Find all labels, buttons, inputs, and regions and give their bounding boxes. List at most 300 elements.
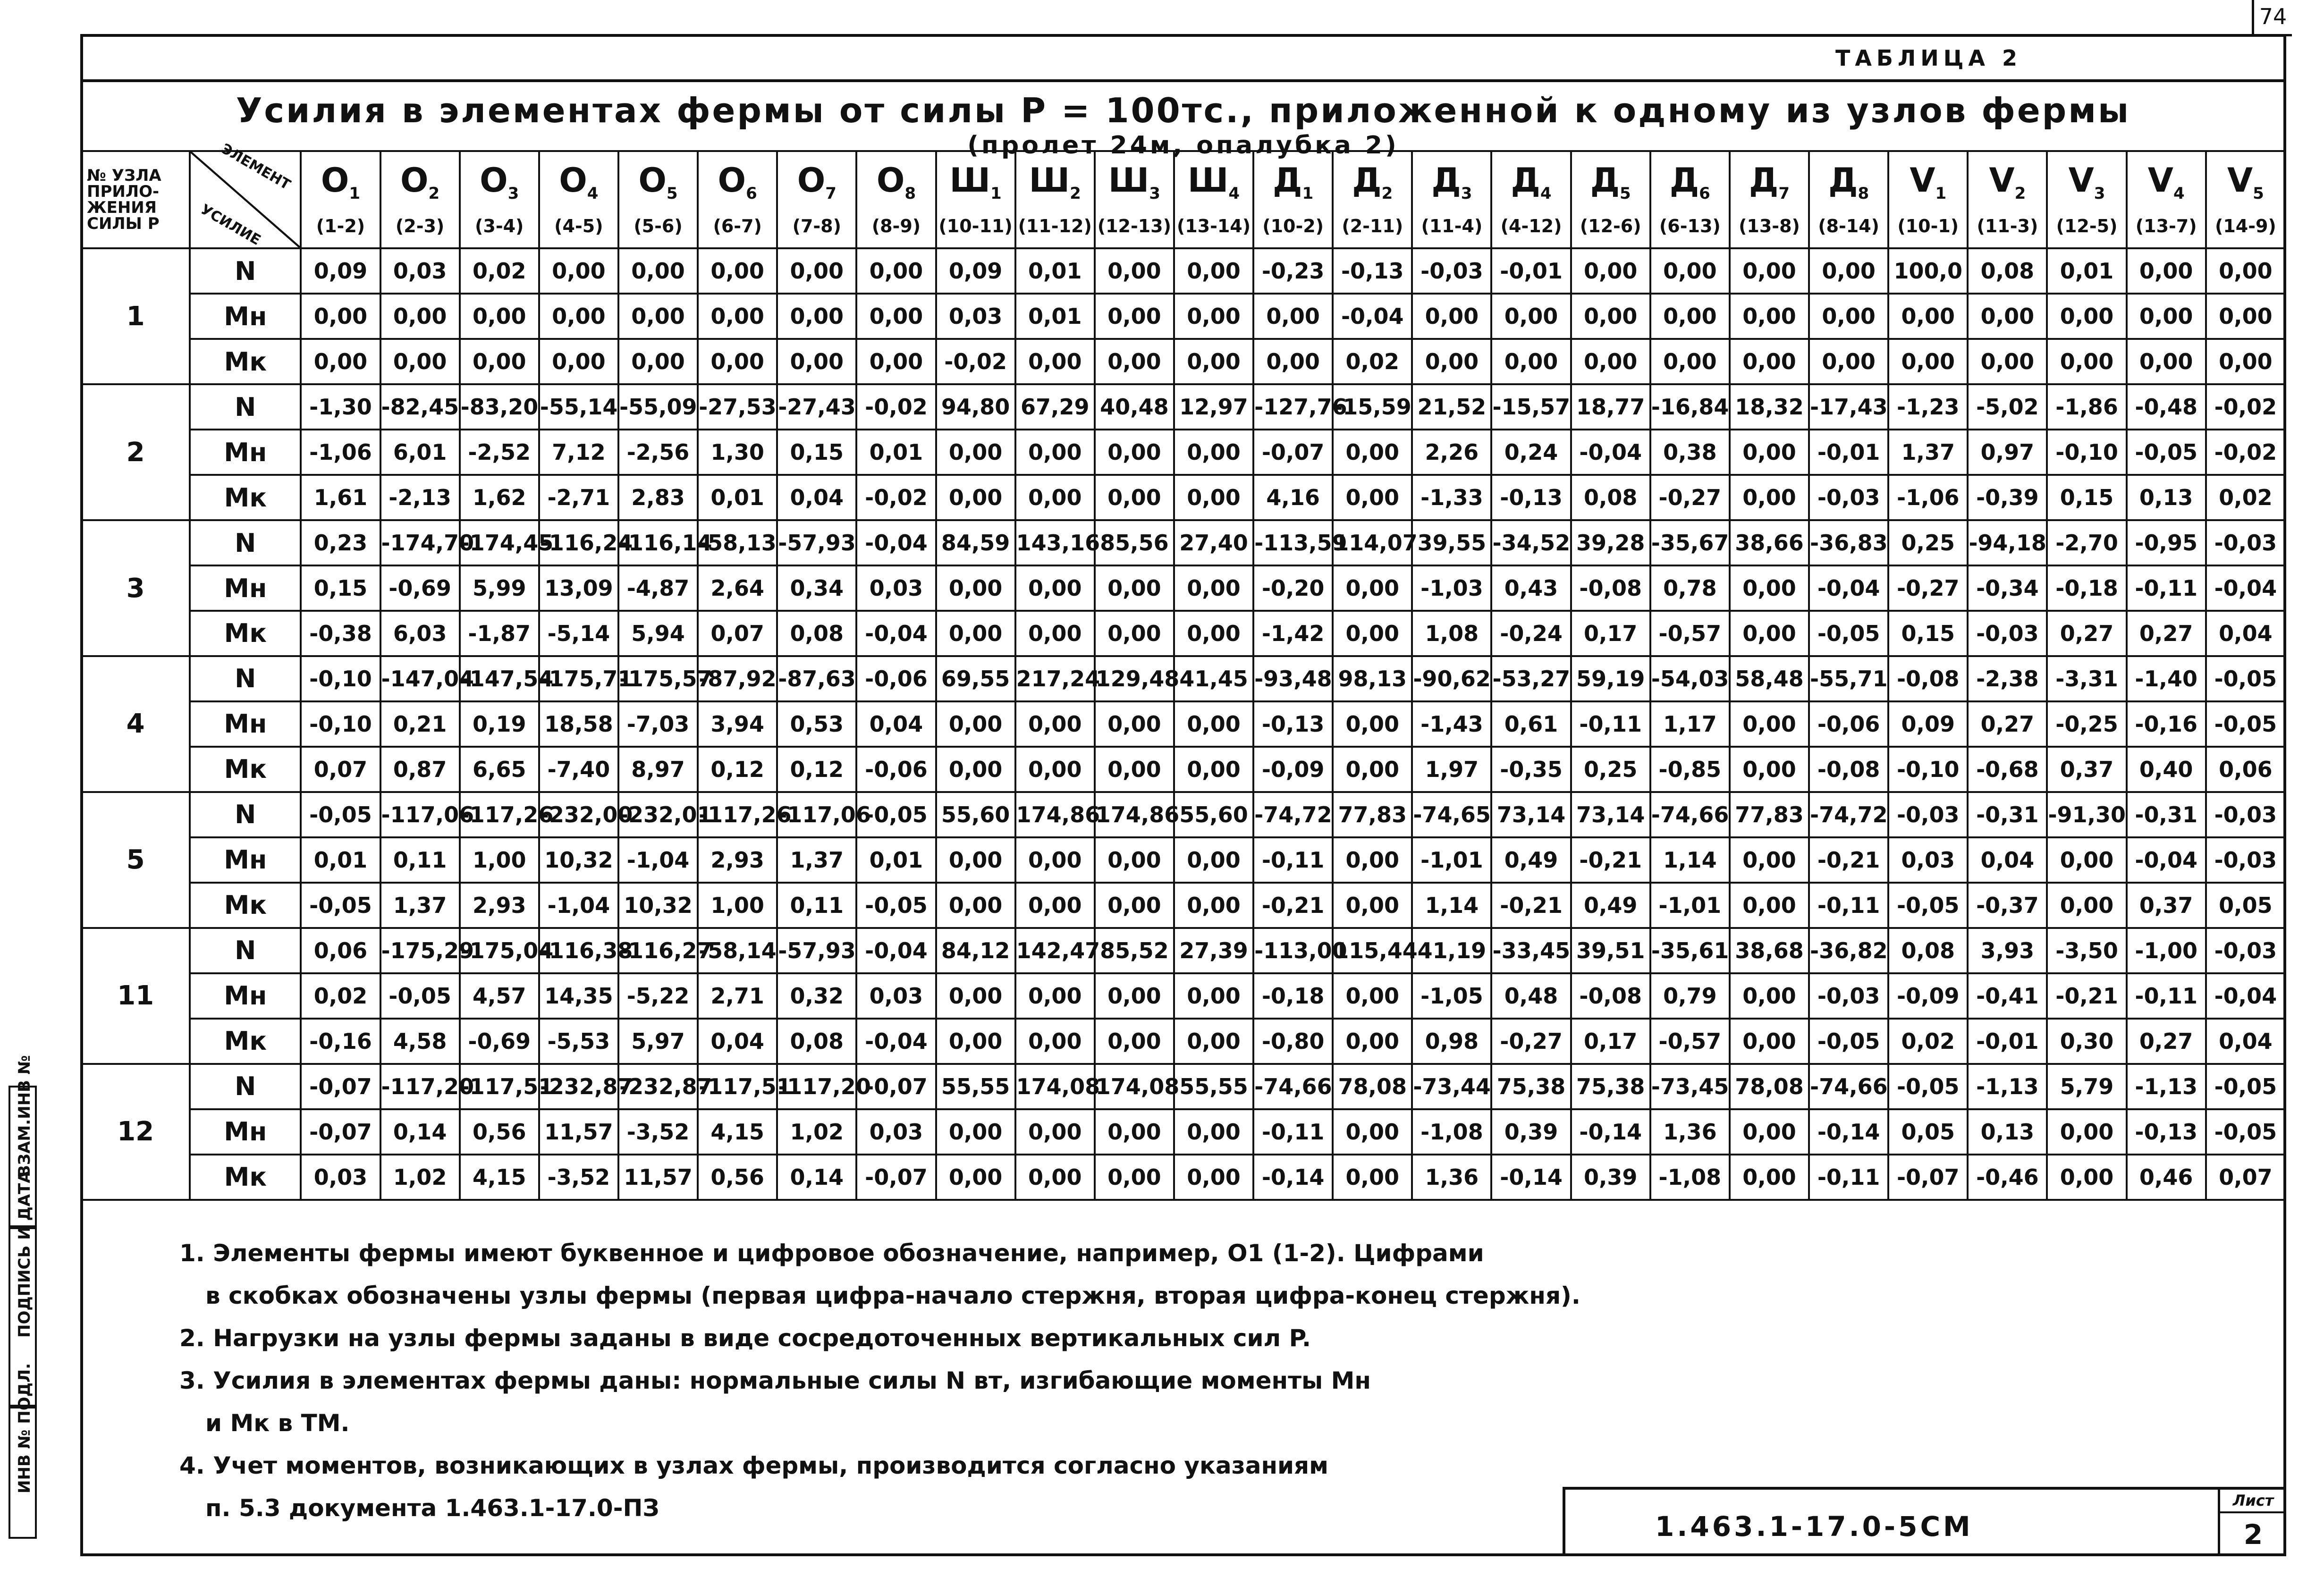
value-cell: 0,49 bbox=[1491, 837, 1571, 883]
value-cell: 0,00 bbox=[1174, 611, 1253, 656]
node-number-cell: 11 bbox=[81, 928, 190, 1064]
value-cell: -117,51 bbox=[698, 1064, 777, 1109]
value-cell: 0,00 bbox=[1730, 248, 1809, 294]
element-nodes: (10-1) bbox=[1897, 216, 1959, 237]
element-column-header bbox=[460, 151, 539, 248]
value-cell: 0,03 bbox=[380, 248, 460, 294]
value-cell: -93,48 bbox=[1253, 656, 1333, 701]
value-cell: 4,15 bbox=[460, 1155, 539, 1200]
value-cell: -0,16 bbox=[2127, 701, 2206, 747]
value-cell: -53,27 bbox=[1491, 656, 1571, 701]
value-cell: -83,20 bbox=[460, 384, 539, 430]
value-cell: -5,14 bbox=[539, 611, 618, 656]
value-cell: -17,43 bbox=[1809, 384, 1888, 430]
element-name bbox=[1492, 163, 1570, 211]
value-cell: 0,87 bbox=[380, 747, 460, 792]
note-line: 2. Нагрузки на узлы фермы заданы в виде сосредоточенных вертикальных сил P. bbox=[179, 1324, 1311, 1352]
value-cell: 0,00 bbox=[1730, 294, 1809, 339]
value-cell: 0,00 bbox=[1412, 339, 1491, 384]
value-cell: 0,01 bbox=[301, 837, 380, 883]
value-cell: -0,03 bbox=[2206, 837, 2285, 883]
value-cell: 0,00 bbox=[1095, 837, 1174, 883]
value-cell: -2,70 bbox=[2047, 520, 2126, 565]
table-row bbox=[81, 248, 2285, 294]
value-cell: 0,12 bbox=[777, 747, 856, 792]
node-number-cell: 3 bbox=[81, 520, 190, 656]
value-cell: -0,35 bbox=[1491, 747, 1571, 792]
element-letter: Д bbox=[1669, 161, 1699, 200]
value-cell: 0,00 bbox=[1968, 339, 2047, 384]
value-cell: 5,79 bbox=[2047, 1064, 2126, 1109]
value-cell: -0,01 bbox=[1968, 1019, 2047, 1064]
value-cell: -174,45 bbox=[460, 520, 539, 565]
element-letter: Ш bbox=[1187, 161, 1229, 200]
value-cell: 1,08 bbox=[1412, 611, 1491, 656]
value-cell: 0,00 bbox=[1174, 248, 1253, 294]
value-cell: 0,00 bbox=[936, 1019, 1015, 1064]
value-cell: 174,86 bbox=[1015, 792, 1095, 837]
value-cell: 21,52 bbox=[1412, 384, 1491, 430]
table-row bbox=[81, 475, 2285, 520]
value-cell: 7,12 bbox=[539, 430, 618, 475]
element-index: 6 bbox=[746, 184, 757, 203]
value-cell: 0,00 bbox=[380, 339, 460, 384]
value-cell: -74,66 bbox=[1253, 1064, 1333, 1109]
force-type-cell: Mн bbox=[190, 294, 301, 339]
value-cell: -3,52 bbox=[539, 1155, 618, 1200]
node-number-cell: 2 bbox=[81, 384, 190, 520]
element-name bbox=[1413, 163, 1490, 211]
value-cell: 0,00 bbox=[1650, 248, 1730, 294]
value-cell: 0,00 bbox=[1333, 883, 1412, 928]
element-letter: Д bbox=[1749, 161, 1779, 200]
value-cell: 0,00 bbox=[936, 430, 1015, 475]
value-cell: 115,44 bbox=[1333, 928, 1412, 973]
sheet-box bbox=[2218, 1490, 2286, 1556]
table-title: Усилия в элементах фермы от силы P = 100тс., приложенной к одному из узлов фермы bbox=[236, 91, 2131, 130]
value-cell: 0,00 bbox=[1095, 565, 1174, 611]
value-cell: -0,02 bbox=[856, 384, 936, 430]
value-cell: 10,32 bbox=[618, 883, 698, 928]
value-cell: -1,01 bbox=[1650, 883, 1730, 928]
value-cell: 69,55 bbox=[936, 656, 1015, 701]
value-cell: 39,55 bbox=[1412, 520, 1491, 565]
table-row bbox=[81, 1019, 2285, 1064]
value-cell: 0,00 bbox=[1015, 1019, 1095, 1064]
value-cell: 0,23 bbox=[301, 520, 380, 565]
value-cell: -0,25 bbox=[2047, 701, 2126, 747]
value-cell: 0,04 bbox=[1968, 837, 2047, 883]
value-cell: 75,38 bbox=[1491, 1064, 1571, 1109]
value-cell: -116,14 bbox=[618, 520, 698, 565]
value-cell: -5,02 bbox=[1968, 384, 2047, 430]
value-cell: -5,53 bbox=[539, 1019, 618, 1064]
value-cell: 0,17 bbox=[1571, 1019, 1650, 1064]
sheet-label: Лист bbox=[2220, 1490, 2286, 1513]
element-name bbox=[1254, 163, 1332, 211]
element-name bbox=[381, 163, 459, 211]
value-cell: -175,29 bbox=[380, 928, 460, 973]
value-cell: -0,03 bbox=[1888, 792, 1968, 837]
value-cell: 0,13 bbox=[2127, 475, 2206, 520]
value-cell: 0,04 bbox=[2206, 1019, 2285, 1064]
value-cell: 0,00 bbox=[1174, 565, 1253, 611]
document-code: 1.463.1-17.0-5СМ bbox=[1655, 1510, 1973, 1543]
value-cell: 0,02 bbox=[460, 248, 539, 294]
value-cell: -16,84 bbox=[1650, 384, 1730, 430]
element-letter: V bbox=[2068, 161, 2094, 200]
value-cell: -3,31 bbox=[2047, 656, 2126, 701]
value-cell: -0,69 bbox=[460, 1019, 539, 1064]
element-name bbox=[619, 163, 697, 211]
element-column-header bbox=[1730, 151, 1809, 248]
value-cell: -0,68 bbox=[1968, 747, 2047, 792]
value-cell: -55,09 bbox=[618, 384, 698, 430]
value-cell: -36,82 bbox=[1809, 928, 1888, 973]
value-cell: 0,56 bbox=[460, 1109, 539, 1155]
value-cell: -0,21 bbox=[1253, 883, 1333, 928]
value-cell: 0,03 bbox=[856, 565, 936, 611]
value-cell: -0,06 bbox=[856, 747, 936, 792]
value-cell: 0,37 bbox=[2047, 747, 2126, 792]
value-cell: 0,00 bbox=[1015, 837, 1095, 883]
value-cell: 18,77 bbox=[1571, 384, 1650, 430]
value-cell: -0,07 bbox=[856, 1064, 936, 1109]
title-block bbox=[1563, 1487, 2286, 1556]
value-cell: 55,55 bbox=[1174, 1064, 1253, 1109]
header-row bbox=[81, 151, 2285, 248]
element-column-header bbox=[1571, 151, 1650, 248]
value-cell: -58,13 bbox=[698, 520, 777, 565]
element-name bbox=[1096, 163, 1173, 211]
force-type-cell: Mн bbox=[190, 701, 301, 747]
value-cell: -232,87 bbox=[618, 1064, 698, 1109]
value-cell: 38,66 bbox=[1730, 520, 1809, 565]
value-cell: 18,58 bbox=[539, 701, 618, 747]
element-nodes: (5-6) bbox=[634, 216, 683, 237]
value-cell: 0,00 bbox=[618, 339, 698, 384]
value-cell: 1,37 bbox=[380, 883, 460, 928]
element-name bbox=[937, 163, 1014, 211]
value-cell: 0,04 bbox=[777, 475, 856, 520]
value-cell: 0,00 bbox=[936, 701, 1015, 747]
value-cell: -116,27 bbox=[618, 928, 698, 973]
force-type-cell: Mк bbox=[190, 339, 301, 384]
element-index: 1 bbox=[1935, 184, 1947, 203]
table-row bbox=[81, 792, 2285, 837]
table-row bbox=[81, 611, 2285, 656]
value-cell: 0,00 bbox=[698, 339, 777, 384]
value-cell: 1,02 bbox=[777, 1109, 856, 1155]
value-cell: -0,21 bbox=[2047, 973, 2126, 1019]
element-name bbox=[857, 163, 935, 211]
value-cell: 0,32 bbox=[777, 973, 856, 1019]
force-type-cell: Mк bbox=[190, 747, 301, 792]
value-cell: -0,04 bbox=[1333, 294, 1412, 339]
value-cell: -7,03 bbox=[618, 701, 698, 747]
value-cell: -1,08 bbox=[1412, 1109, 1491, 1155]
value-cell: -0,03 bbox=[2206, 792, 2285, 837]
element-letter: O bbox=[638, 161, 667, 200]
value-cell: -0,37 bbox=[1968, 883, 2047, 928]
value-cell: -0,08 bbox=[1888, 656, 1968, 701]
corner-mark: 74 bbox=[2252, 0, 2292, 36]
value-cell: 0,00 bbox=[1095, 701, 1174, 747]
value-cell: -1,04 bbox=[618, 837, 698, 883]
value-cell: -27,43 bbox=[777, 384, 856, 430]
value-cell: 1,14 bbox=[1412, 883, 1491, 928]
value-cell: -0,05 bbox=[1809, 1019, 1888, 1064]
value-cell: -127,76 bbox=[1253, 384, 1333, 430]
value-cell: -0,31 bbox=[1968, 792, 2047, 837]
value-cell: 67,29 bbox=[1015, 384, 1095, 430]
element-nodes: (12-5) bbox=[2056, 216, 2118, 237]
note-line: и Mк в TM. bbox=[205, 1409, 350, 1437]
value-cell: 0,27 bbox=[2127, 1019, 2206, 1064]
value-cell: 0,39 bbox=[1571, 1155, 1650, 1200]
force-type-cell: Mк bbox=[190, 1019, 301, 1064]
value-cell: -54,03 bbox=[1650, 656, 1730, 701]
force-type-cell: Mк bbox=[190, 611, 301, 656]
note-line: 3. Усилия в элементах фермы даны: нормальные силы N вт, изгибающие моменты Mн bbox=[179, 1367, 1371, 1394]
value-cell: -0,05 bbox=[2127, 430, 2206, 475]
element-nodes: (12-6) bbox=[1580, 216, 1641, 237]
table-row bbox=[81, 339, 2285, 384]
value-cell: 0,00 bbox=[1333, 475, 1412, 520]
value-cell: -0,03 bbox=[2206, 520, 2285, 565]
value-cell: -1,87 bbox=[460, 611, 539, 656]
value-cell: 5,99 bbox=[460, 565, 539, 611]
element-letter: Ш bbox=[949, 161, 990, 200]
value-cell: -74,65 bbox=[1412, 792, 1491, 837]
value-cell: 0,00 bbox=[1412, 294, 1491, 339]
value-cell: 0,00 bbox=[777, 294, 856, 339]
side-label: ВЗАМ.ИНВ № bbox=[15, 1055, 34, 1177]
value-cell: 0,39 bbox=[1491, 1109, 1571, 1155]
value-cell: -82,45 bbox=[380, 384, 460, 430]
value-cell: 11,57 bbox=[539, 1109, 618, 1155]
value-cell: -1,06 bbox=[1888, 475, 1968, 520]
value-cell: 0,04 bbox=[698, 1019, 777, 1064]
value-cell: 0,40 bbox=[2127, 747, 2206, 792]
value-cell: -0,38 bbox=[301, 611, 380, 656]
value-cell: 0,00 bbox=[1174, 701, 1253, 747]
table-subtitle: (пролет 24м, опалубка 2) bbox=[967, 131, 1399, 160]
value-cell: 1,61 bbox=[301, 475, 380, 520]
value-cell: 0,00 bbox=[936, 1155, 1015, 1200]
element-index: 6 bbox=[1699, 184, 1710, 203]
force-type-cell: Mн bbox=[190, 1109, 301, 1155]
element-column-header bbox=[1253, 151, 1333, 248]
value-cell: -2,56 bbox=[618, 430, 698, 475]
value-cell: 0,00 bbox=[2047, 883, 2126, 928]
value-cell: -0,24 bbox=[1491, 611, 1571, 656]
value-cell: 0,00 bbox=[1730, 747, 1809, 792]
value-cell: -0,11 bbox=[1571, 701, 1650, 747]
value-cell: 0,03 bbox=[301, 1155, 380, 1200]
element-letter: Ш bbox=[1029, 161, 1070, 200]
value-cell: 114,07 bbox=[1333, 520, 1412, 565]
value-cell: 1,30 bbox=[698, 430, 777, 475]
value-cell: 0,00 bbox=[1730, 973, 1809, 1019]
value-cell: 0,00 bbox=[1015, 701, 1095, 747]
value-cell: 0,00 bbox=[2127, 294, 2206, 339]
value-cell: -35,67 bbox=[1650, 520, 1730, 565]
value-cell: -0,10 bbox=[301, 701, 380, 747]
value-cell: 0,15 bbox=[1888, 611, 1968, 656]
value-cell: 0,00 bbox=[1095, 611, 1174, 656]
value-cell: 0,05 bbox=[1888, 1109, 1968, 1155]
element-nodes: (11-3) bbox=[1977, 216, 2038, 237]
value-cell: -1,13 bbox=[1968, 1064, 2047, 1109]
element-letter: Ш bbox=[1108, 161, 1149, 200]
element-column-header bbox=[1412, 151, 1491, 248]
value-cell: -1,00 bbox=[2127, 928, 2206, 973]
element-index: 2 bbox=[428, 184, 440, 203]
value-cell: -0,20 bbox=[1253, 565, 1333, 611]
element-nodes: (8-14) bbox=[1818, 216, 1880, 237]
value-cell: 0,00 bbox=[1333, 430, 1412, 475]
table-label: ТАБЛИЦА 2 bbox=[1835, 45, 2022, 71]
element-nodes: (13-7) bbox=[2135, 216, 2197, 237]
value-cell: 0,00 bbox=[936, 973, 1015, 1019]
value-cell: 0,00 bbox=[1015, 339, 1095, 384]
value-cell: 0,00 bbox=[936, 747, 1015, 792]
table-row bbox=[81, 565, 2285, 611]
value-cell: 0,09 bbox=[1888, 701, 1968, 747]
element-column-header bbox=[1650, 151, 1730, 248]
value-cell: -1,03 bbox=[1412, 565, 1491, 611]
value-cell: 0,30 bbox=[2047, 1019, 2126, 1064]
value-cell: -0,08 bbox=[1571, 973, 1650, 1019]
value-cell: -0,34 bbox=[1968, 565, 2047, 611]
value-cell: 0,00 bbox=[1095, 1155, 1174, 1200]
value-cell: 0,21 bbox=[380, 701, 460, 747]
force-type-cell: N bbox=[190, 1064, 301, 1109]
element-index: 1 bbox=[990, 184, 1002, 203]
value-cell: 55,60 bbox=[1174, 792, 1253, 837]
value-cell: -147,54 bbox=[460, 656, 539, 701]
value-cell: -36,83 bbox=[1809, 520, 1888, 565]
value-cell: 0,00 bbox=[1174, 1109, 1253, 1155]
value-cell: -0,41 bbox=[1968, 973, 2047, 1019]
value-cell: 0,00 bbox=[698, 248, 777, 294]
force-type-cell: N bbox=[190, 520, 301, 565]
value-cell: -1,30 bbox=[301, 384, 380, 430]
value-cell: -0,80 bbox=[1253, 1019, 1333, 1064]
value-cell: 0,61 bbox=[1491, 701, 1571, 747]
value-cell: -0,11 bbox=[2127, 973, 2206, 1019]
value-cell: 0,49 bbox=[1571, 883, 1650, 928]
diagonal-header bbox=[190, 140, 301, 249]
value-cell: 0,00 bbox=[1333, 565, 1412, 611]
value-cell: 84,59 bbox=[936, 520, 1015, 565]
value-cell: -0,13 bbox=[2127, 1109, 2206, 1155]
side-stamp bbox=[8, 1055, 77, 1539]
value-cell: 0,00 bbox=[936, 565, 1015, 611]
value-cell: 0,00 bbox=[1174, 973, 1253, 1019]
value-cell: 0,15 bbox=[2047, 475, 2126, 520]
value-cell: 0,00 bbox=[1174, 339, 1253, 384]
value-cell: 0,00 bbox=[1333, 1155, 1412, 1200]
element-nodes: (10-11) bbox=[938, 216, 1013, 237]
element-index: 5 bbox=[2253, 184, 2264, 203]
value-cell: -0,05 bbox=[2206, 1064, 2285, 1109]
value-cell: 0,07 bbox=[301, 747, 380, 792]
value-cell: 0,04 bbox=[2206, 611, 2285, 656]
element-letter: O bbox=[321, 161, 349, 200]
value-cell: 0,00 bbox=[1015, 973, 1095, 1019]
value-cell: 39,51 bbox=[1571, 928, 1650, 973]
value-cell: 0,01 bbox=[856, 837, 936, 883]
value-cell: -94,18 bbox=[1968, 520, 2047, 565]
value-cell: -90,62 bbox=[1412, 656, 1491, 701]
value-cell: -0,04 bbox=[856, 520, 936, 565]
value-cell: 0,00 bbox=[1730, 701, 1809, 747]
value-cell: 6,01 bbox=[380, 430, 460, 475]
value-cell: -0,04 bbox=[2206, 973, 2285, 1019]
element-index: 7 bbox=[1778, 184, 1790, 203]
value-cell: 0,98 bbox=[1412, 1019, 1491, 1064]
element-name bbox=[1969, 163, 2046, 211]
value-cell: -113,00 bbox=[1253, 928, 1333, 973]
value-cell: 0,01 bbox=[1015, 294, 1095, 339]
value-cell: -116,38 bbox=[539, 928, 618, 973]
node-number-cell: 1 bbox=[81, 248, 190, 384]
element-index: 8 bbox=[904, 184, 916, 203]
value-cell: -4,87 bbox=[618, 565, 698, 611]
element-letter: O bbox=[718, 161, 746, 200]
value-cell: -0,05 bbox=[1888, 883, 1968, 928]
note-line: 4. Учет моментов, возникающих в узлах фермы, производится согласно указаниям bbox=[179, 1452, 1329, 1479]
table-row bbox=[81, 1109, 2285, 1155]
value-cell: -0,21 bbox=[1571, 837, 1650, 883]
value-cell: -0,04 bbox=[856, 928, 936, 973]
value-cell: 0,27 bbox=[2047, 611, 2126, 656]
value-cell: -0,05 bbox=[1809, 611, 1888, 656]
value-cell: 0,00 bbox=[1015, 611, 1095, 656]
value-cell: 1,97 bbox=[1412, 747, 1491, 792]
value-cell: 0,00 bbox=[1253, 294, 1333, 339]
value-cell: 0,00 bbox=[856, 339, 936, 384]
value-cell: 0,00 bbox=[1809, 339, 1888, 384]
value-cell: -0,05 bbox=[1888, 1064, 1968, 1109]
value-cell: 0,00 bbox=[1095, 294, 1174, 339]
element-column-header bbox=[936, 151, 1015, 248]
value-cell: 0,00 bbox=[777, 339, 856, 384]
table-row bbox=[81, 430, 2285, 475]
value-cell: 94,80 bbox=[936, 384, 1015, 430]
value-cell: 4,58 bbox=[380, 1019, 460, 1064]
element-name bbox=[1889, 163, 1967, 211]
element-letter: O bbox=[480, 161, 508, 200]
value-cell: -0,11 bbox=[1253, 837, 1333, 883]
value-cell: -0,27 bbox=[1650, 475, 1730, 520]
value-cell: -117,51 bbox=[460, 1064, 539, 1109]
value-cell: 0,25 bbox=[1571, 747, 1650, 792]
value-cell: 217,24 bbox=[1015, 656, 1095, 701]
value-cell: 12,97 bbox=[1174, 384, 1253, 430]
value-cell: -0,05 bbox=[380, 973, 460, 1019]
value-cell: 0,00 bbox=[1888, 294, 1968, 339]
value-cell: -0,04 bbox=[856, 1019, 936, 1064]
element-index: 3 bbox=[1461, 184, 1472, 203]
element-column-header bbox=[2127, 151, 2206, 248]
force-type-cell: Mк bbox=[190, 883, 301, 928]
value-cell: 40,48 bbox=[1095, 384, 1174, 430]
value-cell: 98,13 bbox=[1333, 656, 1412, 701]
node-column-header: № УЗЛА ПРИЛО-ЖЕНИЯ СИЛЫ P bbox=[81, 151, 190, 248]
